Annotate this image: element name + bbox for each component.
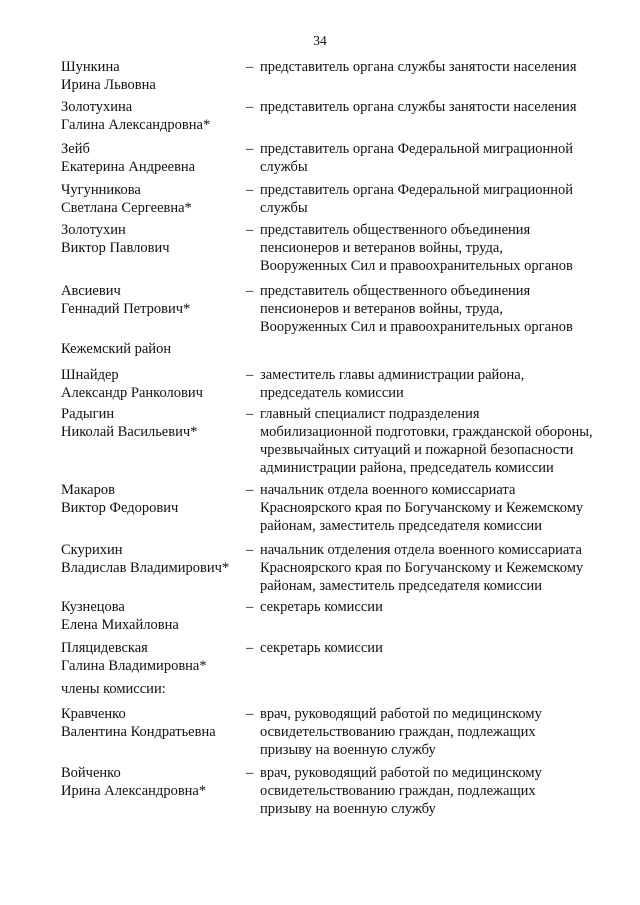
section-heading-members: члены комиссии: — [61, 681, 166, 697]
role-line: секретарь комиссии — [260, 599, 383, 615]
role-dash: – — [246, 141, 254, 157]
member-role — [246, 705, 618, 759]
member-surname: Чугунникова — [61, 182, 141, 198]
role-line: секретарь комиссии — [260, 640, 383, 656]
role-text — [246, 481, 618, 535]
role-dash: – — [246, 182, 254, 198]
member-given-names: Валентина Кондратьевна — [61, 724, 216, 740]
role-dash: – — [246, 222, 254, 238]
member-name — [61, 639, 246, 675]
role-line: представитель органа службы занятости населения — [260, 59, 577, 75]
member-surname: Радыгин — [61, 406, 115, 422]
role-line: Вооруженных Сил и правоохранительных органов — [260, 258, 573, 274]
member-surname: Золотухина — [61, 99, 133, 115]
role-text — [246, 366, 618, 402]
member-role — [246, 181, 618, 217]
member-given-names: Екатерина Андреевна — [61, 159, 196, 175]
role-dash: – — [246, 99, 254, 115]
member-role — [246, 282, 618, 336]
role-text — [246, 282, 618, 336]
role-text — [246, 58, 618, 76]
member-name — [61, 481, 246, 517]
member-name — [61, 405, 246, 441]
role-text — [246, 705, 618, 759]
role-line: начальник отдела военного комиссариата — [260, 482, 516, 498]
role-line: врач, руководящий работой по медицинскому — [260, 706, 542, 722]
role-line: Красноярского края по Богучанскому и Кежемскому — [260, 500, 584, 516]
role-line: представитель общественного объединения — [260, 222, 531, 238]
role-line: администрации района, председатель комиссии — [260, 460, 554, 476]
role-dash: – — [246, 599, 254, 615]
role-line: службы — [260, 200, 308, 216]
member-name — [61, 58, 246, 94]
role-line: освидетельствованию граждан, подлежащих — [260, 724, 536, 740]
role-line: представитель органа Федеральной миграционной — [260, 182, 574, 198]
role-text — [246, 598, 618, 616]
member-surname: Скурихин — [61, 542, 123, 558]
role-line: службы — [260, 159, 308, 175]
member-role — [246, 639, 618, 657]
member-given-names: Ирина Львовна — [61, 77, 156, 93]
role-text — [246, 98, 618, 116]
member-role — [246, 58, 618, 76]
role-dash: – — [246, 283, 254, 299]
role-dash: – — [246, 706, 254, 722]
member-name — [61, 541, 246, 577]
member-surname: Кузнецова — [61, 599, 125, 615]
member-surname: Войченко — [61, 765, 121, 781]
role-dash: – — [246, 640, 254, 656]
role-text — [246, 541, 618, 595]
role-line: представитель общественного объединения — [260, 283, 531, 299]
role-text — [246, 221, 618, 275]
member-given-names: Николай Васильевич* — [61, 424, 198, 440]
role-text — [246, 181, 618, 217]
member-surname: Макаров — [61, 482, 115, 498]
member-surname: Пляцидевская — [61, 640, 148, 656]
role-line: призыву на военную службу — [260, 742, 436, 758]
role-text — [246, 140, 618, 176]
role-dash: – — [246, 367, 254, 383]
member-given-names: Александр Ранколович — [61, 385, 203, 401]
member-name — [61, 282, 246, 318]
role-line: пенсионеров и ветеранов войны, труда, — [260, 301, 503, 317]
role-line: Красноярского края по Богучанскому и Кежемскому — [260, 560, 584, 576]
member-given-names: Галина Владимировна* — [61, 658, 207, 674]
member-surname: Шнайдер — [61, 367, 119, 383]
member-role — [246, 405, 618, 477]
role-line: врач, руководящий работой по медицинскому — [260, 765, 542, 781]
member-name — [61, 140, 246, 176]
role-line: районам, заместитель председателя комиссии — [260, 578, 543, 594]
role-line: освидетельствованию граждан, подлежащих — [260, 783, 536, 799]
member-surname: Золотухин — [61, 222, 126, 238]
page-number: 34 — [313, 33, 327, 48]
role-dash: – — [246, 542, 254, 558]
section-heading-district: Кежемский район — [61, 341, 172, 357]
role-line: мобилизационной подготовки, гражданской обороны, — [260, 424, 593, 440]
member-name — [61, 764, 246, 800]
role-line: чрезвычайных ситуаций и пожарной безопасности — [260, 442, 574, 458]
member-given-names: Ирина Александровна* — [61, 783, 207, 799]
member-given-names: Владислав Владимирович* — [61, 560, 230, 576]
member-name — [61, 598, 246, 634]
member-role — [246, 481, 618, 535]
role-dash: – — [246, 406, 254, 422]
role-line: пенсионеров и ветеранов войны, труда, — [260, 240, 503, 256]
role-line: представитель органа Федеральной миграционной — [260, 141, 574, 157]
member-role — [246, 98, 618, 116]
member-given-names: Виктор Федорович — [61, 500, 179, 516]
member-surname: Авсиевич — [61, 283, 121, 299]
role-dash: – — [246, 59, 254, 75]
role-line: заместитель главы администрации района, — [260, 367, 525, 383]
role-text — [246, 405, 618, 477]
member-name — [61, 366, 246, 402]
member-role — [246, 140, 618, 176]
role-text — [246, 764, 618, 818]
role-line: начальник отделения отдела военного комиссариата — [260, 542, 582, 558]
member-name — [61, 705, 246, 741]
member-name — [61, 98, 246, 134]
role-line: призыву на военную службу — [260, 801, 436, 817]
member-name — [61, 181, 246, 217]
member-role — [246, 764, 618, 818]
role-line: председатель комиссии — [260, 385, 404, 401]
member-given-names: Елена Михайловна — [61, 617, 179, 633]
role-dash: – — [246, 482, 254, 498]
role-text — [246, 639, 618, 657]
member-role — [246, 541, 618, 595]
role-line: представитель органа службы занятости населения — [260, 99, 577, 115]
member-name — [61, 221, 246, 257]
member-given-names: Виктор Павлович — [61, 240, 170, 256]
member-given-names: Светлана Сергеевна* — [61, 200, 192, 216]
role-line: Вооруженных Сил и правоохранительных органов — [260, 319, 573, 335]
member-role — [246, 221, 618, 275]
member-given-names: Галина Александровна* — [61, 117, 211, 133]
role-dash: – — [246, 765, 254, 781]
member-role — [246, 598, 618, 616]
member-role — [246, 366, 618, 402]
member-surname: Шункина — [61, 59, 120, 75]
role-line: районам, заместитель председателя комиссии — [260, 518, 543, 534]
role-line: главный специалист подразделения — [260, 406, 480, 422]
member-surname: Кравченко — [61, 706, 126, 722]
member-surname: Зейб — [61, 141, 90, 157]
member-given-names: Геннадий Петрович* — [61, 301, 191, 317]
